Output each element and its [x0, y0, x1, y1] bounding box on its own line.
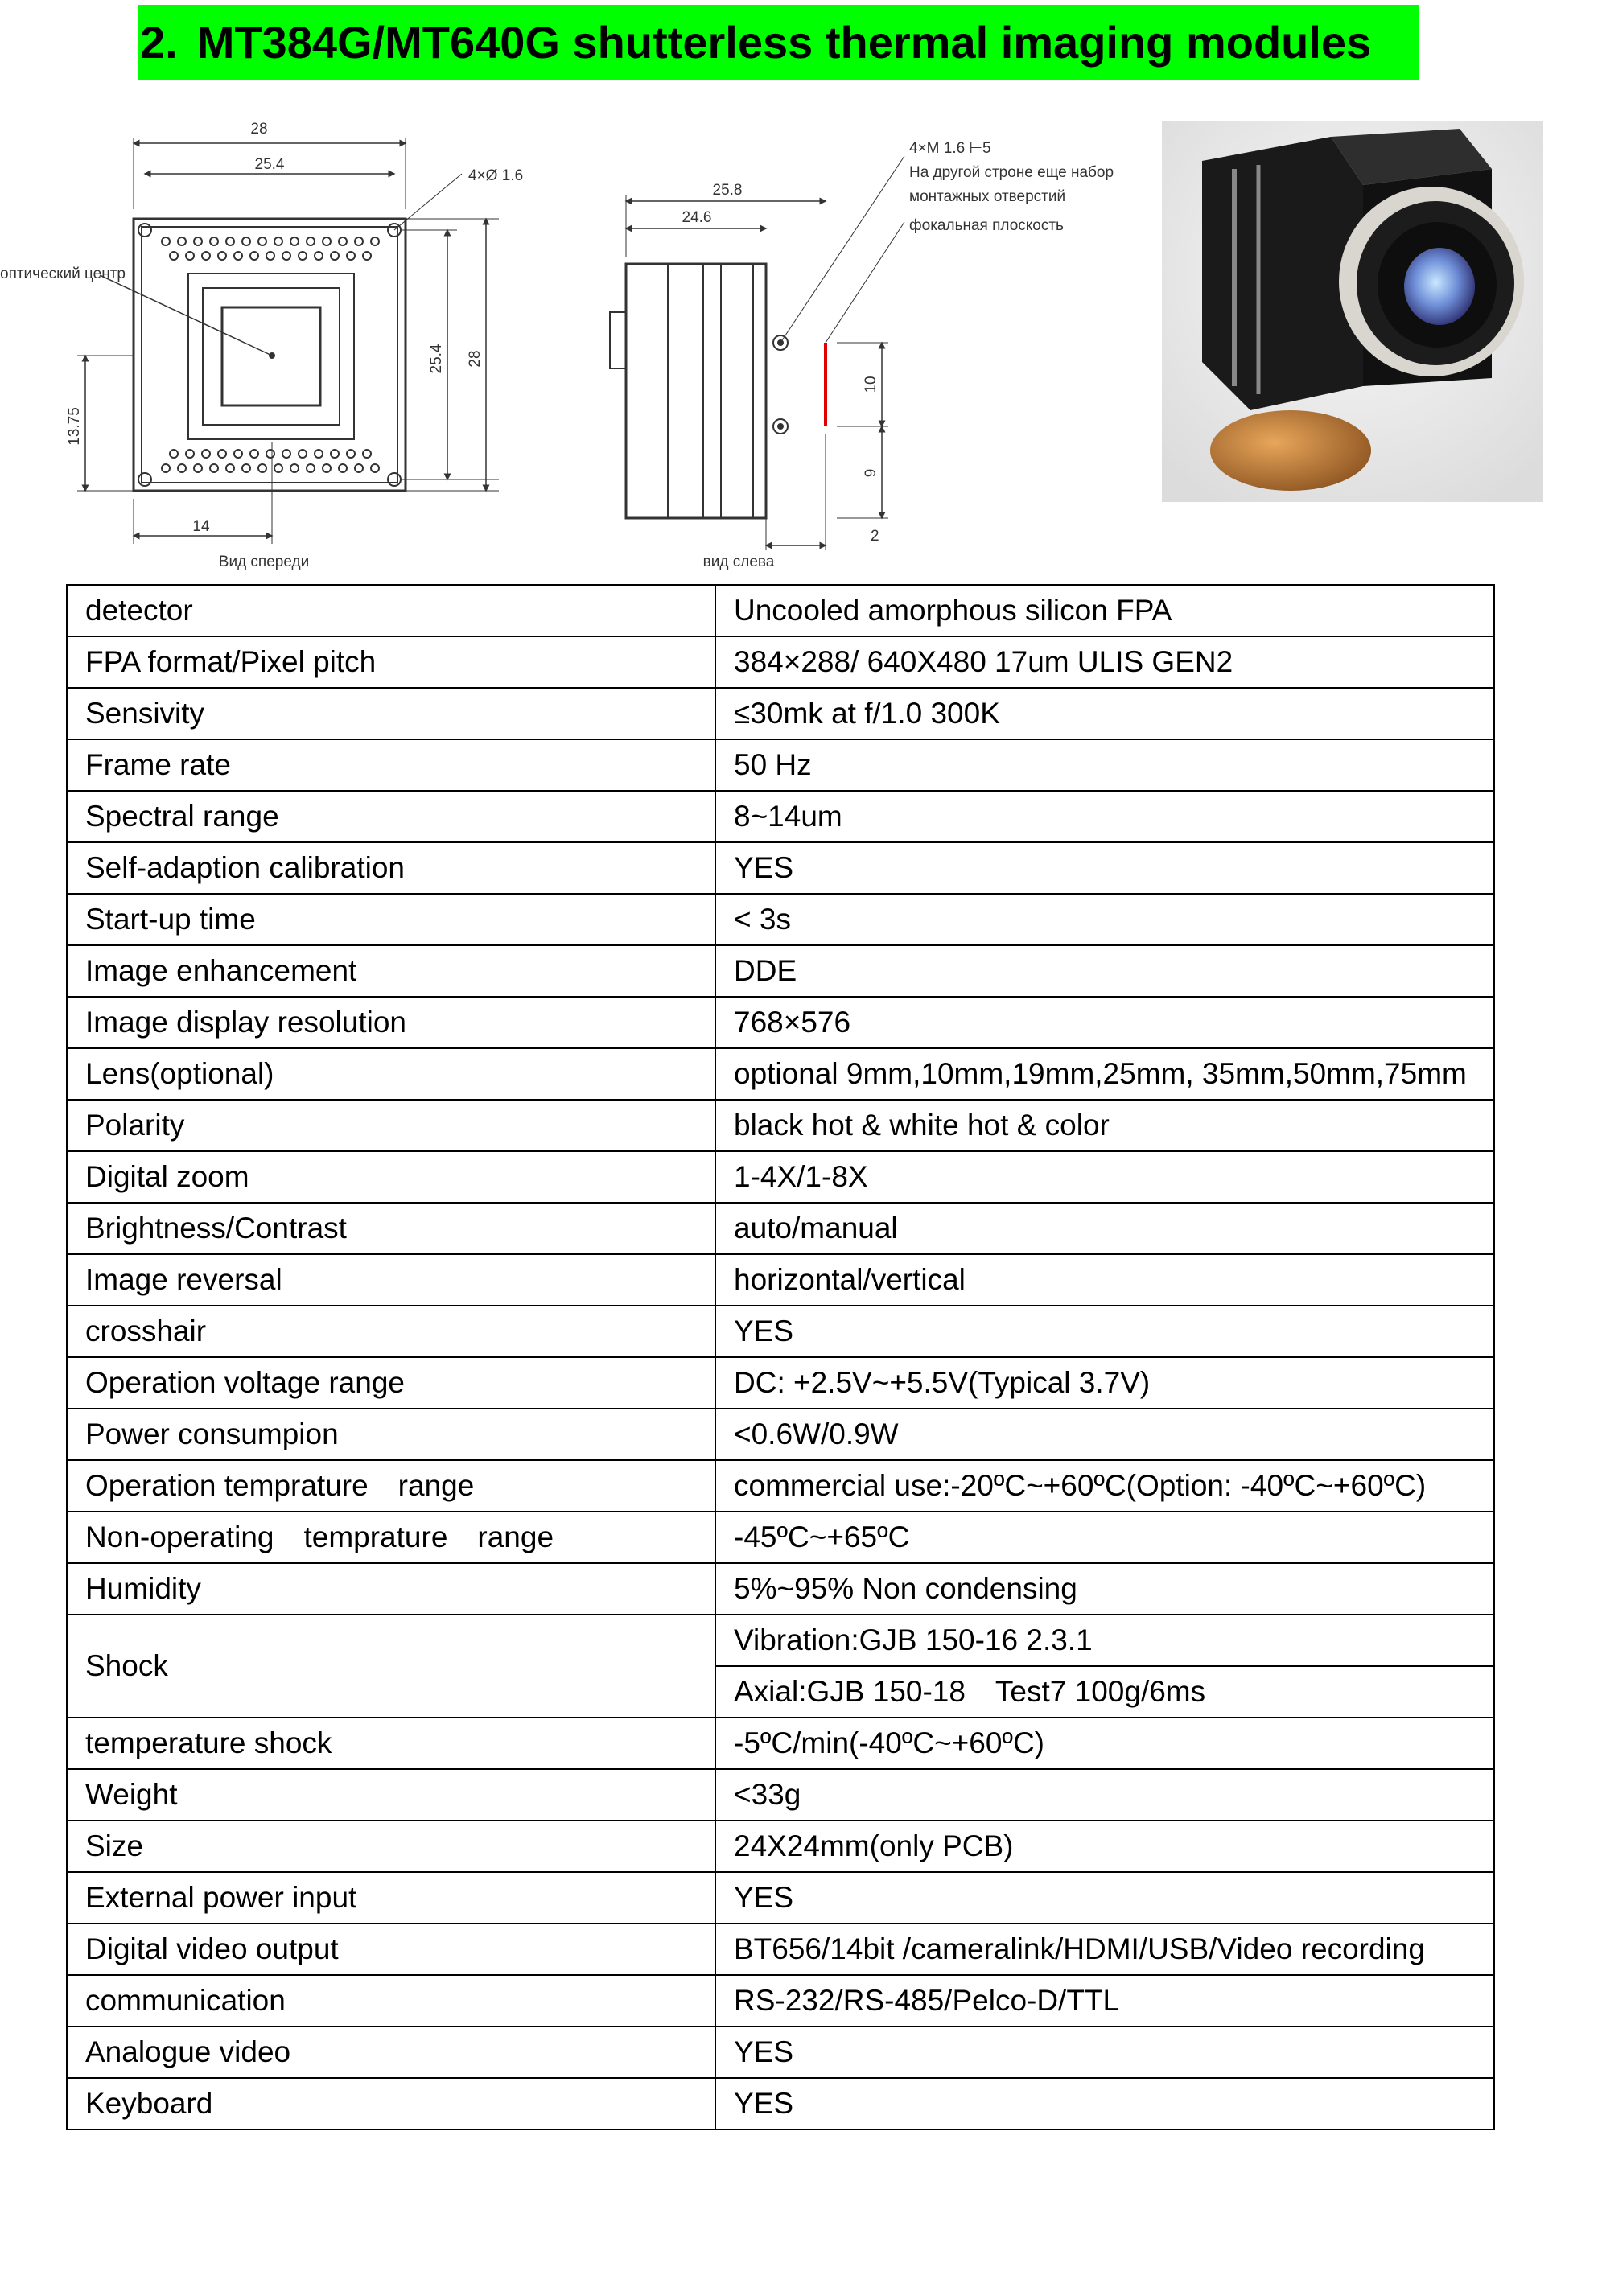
- side-view: [610, 156, 904, 550]
- spec-row: [67, 1975, 1494, 2026]
- spec-label: crosshair: [67, 1306, 715, 1357]
- spec-row: [67, 2078, 1494, 2129]
- dim-optical-center-x: 14: [192, 518, 210, 535]
- spec-value: auto/manual: [715, 1203, 1494, 1254]
- spec-label: Sensivity: [67, 688, 715, 739]
- spec-value: 8~14um: [715, 791, 1494, 842]
- spec-label: temperature shock: [67, 1718, 715, 1769]
- spec-row: [67, 1151, 1494, 1203]
- spec-label: Humidity: [67, 1563, 715, 1615]
- dim-optical-center-y: 13.75: [66, 407, 83, 446]
- spec-row: [67, 1357, 1494, 1409]
- spec-row: [67, 1563, 1494, 1615]
- spec-row: [67, 739, 1494, 791]
- spec-row: [67, 1821, 1494, 1872]
- spec-row: [67, 1203, 1494, 1254]
- spec-value: 384×288/ 640X480 17um ULIS GEN2: [715, 636, 1494, 688]
- dim-width-inner: 25.4: [254, 156, 285, 173]
- spec-value: YES: [715, 2078, 1494, 2129]
- spec-row: [67, 1409, 1494, 1460]
- section-number: 2.: [140, 17, 178, 68]
- spec-label: Operation voltage range: [67, 1357, 715, 1409]
- spec-label: Non-operating temprature range: [67, 1512, 715, 1563]
- lens-icon: [1404, 248, 1475, 325]
- spec-table: [66, 584, 1495, 2130]
- spec-row: [67, 945, 1494, 997]
- spec-label: Size: [67, 1821, 715, 1872]
- spec-value: optional 9mm,10mm,19mm,25mm, 35mm,50mm,75mm: [715, 1048, 1494, 1100]
- side-note-line-2: На другой строне еще набор: [909, 164, 1114, 181]
- dim-side-hole-offset: 9: [863, 468, 879, 478]
- spec-label: Brightness/Contrast: [67, 1203, 715, 1254]
- spec-value: ≤30mk at f/1.0 300K: [715, 688, 1494, 739]
- spec-row: [67, 1306, 1494, 1357]
- spec-label: Power consumpion: [67, 1409, 715, 1460]
- spec-row: [67, 1615, 1494, 1666]
- spec-row: [67, 1100, 1494, 1151]
- spec-row: [67, 791, 1494, 842]
- spec-value: BT656/14bit /cameralink/HDMI/USB/Video recording: [715, 1924, 1494, 1975]
- product-photo: [1162, 121, 1543, 502]
- front-view-caption: Вид спереди: [218, 553, 310, 570]
- spec-value: DDE: [715, 945, 1494, 997]
- section-heading: [138, 5, 1419, 80]
- spec-row: [67, 1718, 1494, 1769]
- dim-hole: 4×Ø 1.6: [468, 167, 524, 184]
- spec-value: 24X24mm(only PCB): [715, 1821, 1494, 1872]
- spec-row: [67, 636, 1494, 688]
- spec-row: [67, 1254, 1494, 1306]
- dim-height-inner: 25.4: [428, 344, 445, 374]
- spec-row: [67, 1769, 1494, 1821]
- spec-value: 50 Hz: [715, 739, 1494, 791]
- spec-value: < 3s: [715, 894, 1494, 945]
- dim-height-outer: 28: [467, 350, 484, 368]
- spec-value: YES: [715, 842, 1494, 894]
- spec-label: External power input: [67, 1872, 715, 1924]
- spec-label: Shock: [67, 1615, 715, 1718]
- dim-side-depth-outer: 25.8: [712, 182, 743, 199]
- spec-row: [67, 585, 1494, 636]
- optical-center-label: оптический центр: [0, 265, 126, 282]
- spec-value: 768×576: [715, 997, 1494, 1048]
- spec-label: Weight: [67, 1769, 715, 1821]
- spec-label: Image reversal: [67, 1254, 715, 1306]
- spec-label: Image display resolution: [67, 997, 715, 1048]
- spec-row: [67, 1048, 1494, 1100]
- spec-row: [67, 842, 1494, 894]
- spec-value: -5ºC/min(-40ºC~+60ºC): [715, 1718, 1494, 1769]
- spec-value: 5%~95% Non condensing: [715, 1563, 1494, 1615]
- spec-value: <0.6W/0.9W: [715, 1409, 1494, 1460]
- spec-label: Start-up time: [67, 894, 715, 945]
- spec-label: Polarity: [67, 1100, 715, 1151]
- spec-value: Axial:GJB 150-18 Test7 100g/6ms: [715, 1666, 1494, 1718]
- spec-value: RS-232/RS-485/Pelco-D/TTL: [715, 1975, 1494, 2026]
- spec-value: DC: +2.5V~+5.5V(Typical 3.7V): [715, 1357, 1494, 1409]
- spec-row: [67, 1512, 1494, 1563]
- spec-row: [67, 688, 1494, 739]
- spec-label: Self-adaption calibration: [67, 842, 715, 894]
- spec-label: communication: [67, 1975, 715, 2026]
- spec-value: Vibration:GJB 150-16 2.3.1: [715, 1615, 1494, 1666]
- spec-value: commercial use:-20ºC~+60ºC(Option: -40ºC~+60ºC): [715, 1460, 1494, 1512]
- side-note-line-4: фокальная плоскость: [909, 217, 1064, 234]
- side-view-caption: вид слева: [702, 553, 775, 570]
- spec-value: -45ºC~+65ºC: [715, 1512, 1494, 1563]
- spec-value: <33g: [715, 1769, 1494, 1821]
- spec-label: Analogue video: [67, 2026, 715, 2078]
- spec-value: YES: [715, 2026, 1494, 2078]
- dim-side-hole-spacing: 10: [863, 376, 879, 393]
- spec-label: Digital zoom: [67, 1151, 715, 1203]
- spec-label: Frame rate: [67, 739, 715, 791]
- spec-row: [67, 1924, 1494, 1975]
- spec-value: horizontal/vertical: [715, 1254, 1494, 1306]
- spec-row: [67, 2026, 1494, 2078]
- coin-icon: [1210, 410, 1371, 491]
- spec-label: Spectral range: [67, 791, 715, 842]
- spec-value: Uncooled amorphous silicon FPA: [715, 585, 1494, 636]
- spec-label: FPA format/Pixel pitch: [67, 636, 715, 688]
- dim-width-outer: 28: [250, 121, 268, 138]
- side-note-line-3: монтажных отверстий: [909, 188, 1066, 205]
- spec-label: detector: [67, 585, 715, 636]
- spec-label: Lens(optional): [67, 1048, 715, 1100]
- spec-value: YES: [715, 1306, 1494, 1357]
- spec-row: [67, 1460, 1494, 1512]
- spec-row: [67, 997, 1494, 1048]
- spec-value: black hot & white hot & color: [715, 1100, 1494, 1151]
- side-note-line-1: 4×M 1.6 ⊢5: [909, 140, 991, 157]
- spec-row: [67, 1872, 1494, 1924]
- section-title: MT384G/MT640G shutterless thermal imaging modules: [196, 17, 1372, 68]
- spec-row: [67, 894, 1494, 945]
- dim-side-depth-inner: 24.6: [682, 209, 712, 226]
- spec-label: Operation temprature range: [67, 1460, 715, 1512]
- spec-value: YES: [715, 1872, 1494, 1924]
- spec-label: Digital video output: [67, 1924, 715, 1975]
- spec-value: 1-4X/1-8X: [715, 1151, 1494, 1203]
- dim-side-focal: 2: [871, 528, 879, 545]
- spec-label: Keyboard: [67, 2078, 715, 2129]
- spec-label: Image enhancement: [67, 945, 715, 997]
- technical-drawing: [0, 97, 1159, 579]
